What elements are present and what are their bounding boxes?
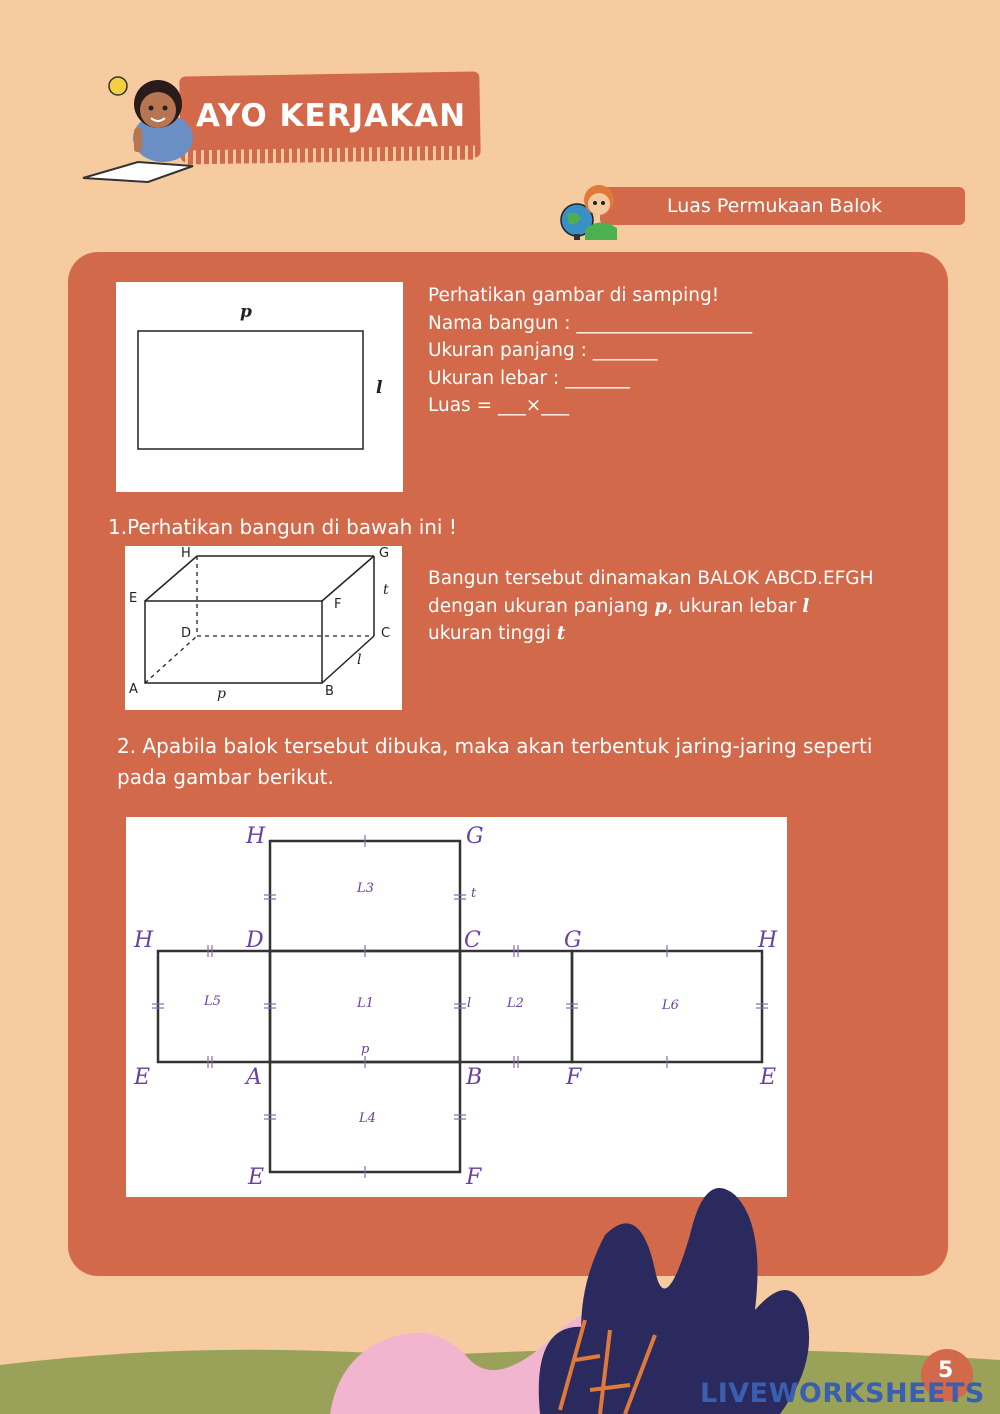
intro-line-width: Ukuran lebar : _______ — [428, 367, 630, 389]
q1-desc-line-2-pre: dengan ukuran panjang — [428, 595, 655, 617]
net-vertex-mid-G: G — [564, 928, 582, 953]
net-label-p: p — [361, 1042, 370, 1057]
q1-desc-line-3 — [428, 620, 874, 648]
page-number: 5 — [938, 1358, 954, 1383]
net-face-L5: L5 — [204, 994, 221, 1009]
q1-var-p: p — [654, 595, 668, 617]
net-vertex-mid-H: H — [134, 928, 154, 953]
cuboid-vertex-A: A — [129, 682, 138, 697]
net-vertex-top-H: H — [246, 824, 266, 849]
net-vertex-bot-B: B — [466, 1065, 483, 1090]
net-label-t: t — [471, 886, 477, 901]
net-face-L4: L4 — [359, 1111, 376, 1126]
cuboid-net-diagram — [126, 817, 787, 1197]
net-face-L6: L6 — [662, 998, 679, 1013]
net-vertex-bot-E2: E — [760, 1065, 777, 1090]
cuboid-label-t: t — [383, 582, 389, 598]
intro-text — [428, 282, 752, 420]
q2-line-2: pada gambar berikut. — [117, 765, 334, 789]
q1-desc-line-2 — [428, 593, 874, 621]
net-vertex-top-G: G — [466, 824, 484, 849]
net-vertex-low-E: E — [248, 1165, 265, 1190]
cuboid-figure — [125, 546, 402, 710]
net-vertex-bot-F: F — [566, 1065, 582, 1090]
cuboid-vertex-E: E — [129, 591, 138, 606]
cuboid-label-l: l — [357, 652, 362, 668]
intro-line-shape-name: Nama bangun : ___________________ — [428, 312, 753, 334]
question-1-heading: 1.Perhatikan bangun di bawah ini ! — [108, 515, 457, 539]
question-1-description — [428, 565, 874, 648]
cuboid-vertex-G: G — [379, 546, 390, 561]
net-vertex-low-F: F — [466, 1165, 482, 1190]
net-vertex-mid-C: C — [464, 928, 481, 953]
q2-line-1: 2. Apabila balok tersebut dibuka, maka akan terbentuk jaring-jaring seperti — [117, 734, 873, 758]
globe-girl-illustration — [555, 172, 625, 242]
net-vertex-bot-A: A — [246, 1065, 262, 1090]
cuboid-diagram — [125, 546, 402, 710]
page-title: AYO KERJAKAN — [196, 98, 467, 134]
intro-line-instruction: Perhatikan gambar di samping! — [428, 285, 720, 306]
decorative-plants — [0, 1160, 1000, 1414]
q1-var-l: l — [802, 595, 810, 617]
cuboid-vertex-H: H — [181, 546, 191, 561]
q1-var-t: t — [556, 623, 566, 644]
student-illustration — [78, 66, 198, 186]
net-face-L1: L1 — [357, 996, 374, 1011]
rectangle-figure — [116, 282, 403, 492]
net-face-L2: L2 — [507, 996, 524, 1011]
cuboid-net-figure — [126, 817, 787, 1197]
q1-desc-line-3-pre: ukuran tinggi — [428, 623, 557, 644]
liveworksheets-logo[interactable]: LIVEWORKSHEETS — [700, 1378, 985, 1409]
question-2-text — [117, 731, 872, 793]
topic-title: Luas Permukaan Balok — [667, 195, 882, 217]
q1-desc-line-2-mid: , ukuran lebar — [667, 595, 803, 617]
net-vertex-bot-E: E — [134, 1065, 151, 1090]
intro-line-area: Luas = ___×___ — [428, 395, 569, 416]
cuboid-vertex-D: D — [181, 626, 192, 641]
net-label-l: l — [467, 996, 472, 1011]
q1-desc-line-1: Bangun tersebut dinamakan BALOK ABCD.EFGH — [428, 568, 874, 589]
rectangle-diagram — [116, 282, 403, 492]
cuboid-vertex-B: B — [325, 684, 334, 699]
cuboid-label-p: p — [217, 686, 226, 702]
rect-label-l: l — [376, 378, 383, 398]
net-vertex-mid-H2: H — [758, 928, 778, 953]
net-vertex-mid-D: D — [246, 928, 264, 953]
rect-label-p: p — [240, 302, 252, 322]
intro-line-length: Ukuran panjang : _______ — [428, 340, 658, 361]
cuboid-vertex-F: F — [334, 597, 342, 612]
cuboid-vertex-C: C — [381, 626, 391, 641]
net-face-L3: L3 — [357, 881, 374, 896]
